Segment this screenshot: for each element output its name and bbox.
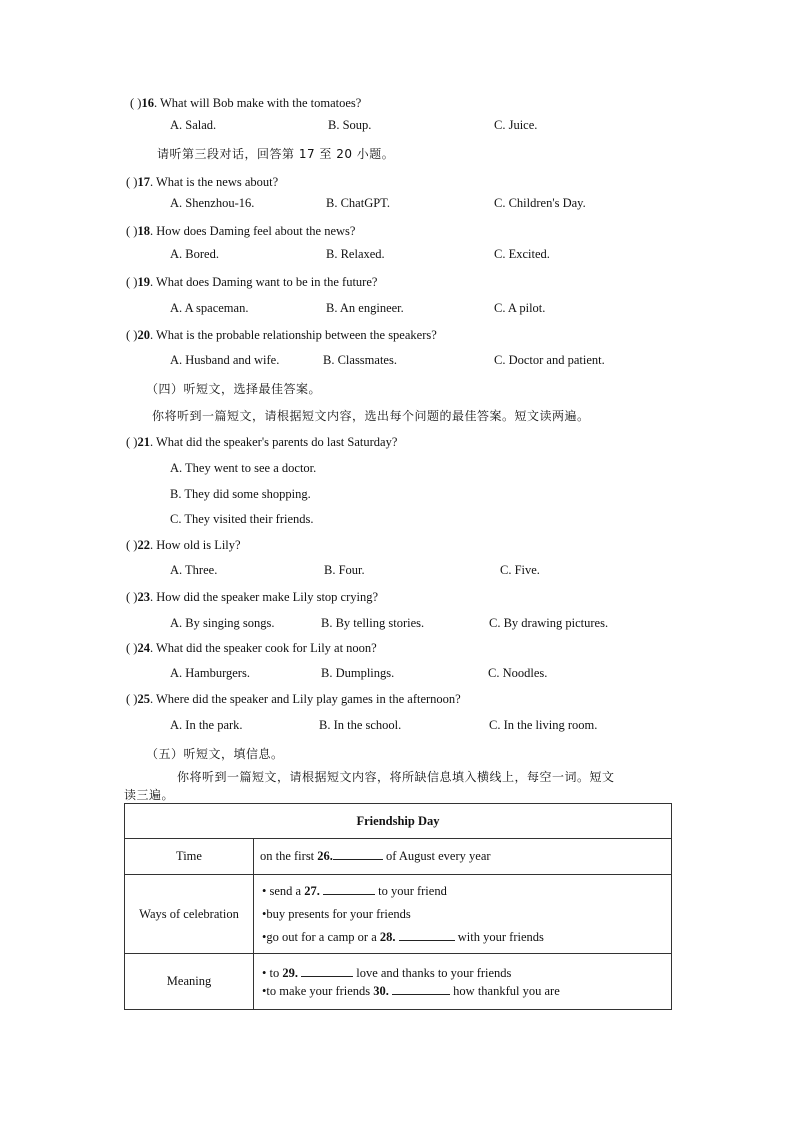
question-19 (126, 275, 377, 290)
option-c[interactable]: C. They visited their friends. (170, 512, 314, 526)
question-21 (126, 435, 397, 450)
option-b[interactable]: B. ChatGPT. (326, 196, 391, 210)
section-5-title: （五）听短文，填信息。 (146, 747, 284, 761)
blank-28[interactable] (399, 930, 455, 941)
option-a[interactable]: A. Salad. (170, 118, 217, 132)
answer-paren[interactable]: ( ) (126, 538, 138, 552)
blank-26[interactable] (333, 849, 383, 860)
option-b[interactable]: B. Four. (324, 563, 365, 577)
meaning-cell (254, 954, 672, 1010)
section-4-instruction: 你将听到一篇短文，请根据短文内容，选出每个问题的最佳答案。短文读两遍。 (152, 409, 590, 423)
question-23 (126, 590, 378, 605)
option-b[interactable]: B. Soup. (328, 118, 372, 132)
option-b[interactable]: B. By telling stories. (321, 616, 425, 630)
option-a[interactable]: A. In the park. (170, 718, 243, 732)
option-b[interactable]: B. Dumplings. (321, 666, 395, 680)
question-number: 23 (137, 590, 150, 604)
question-number: 21 (137, 435, 150, 449)
blank-number-30: 30. (373, 983, 389, 998)
question-number: 24 (137, 641, 150, 655)
option-c[interactable]: C. A pilot. (494, 301, 546, 315)
table-title: Friendship Day (356, 813, 440, 828)
question-17 (126, 175, 278, 190)
instruction-section-3: 请听第三段对话，回答第 17 至 20 小题。 (157, 147, 395, 161)
option-c[interactable]: C. Excited. (494, 247, 550, 261)
answer-paren[interactable]: ( ) (126, 641, 138, 655)
answer-paren[interactable]: ( ) (126, 328, 138, 342)
option-a[interactable]: A. By singing songs. (170, 616, 275, 630)
answer-paren[interactable]: ( ) (126, 275, 138, 289)
option-a[interactable]: A. Shenzhou-16. (170, 196, 255, 210)
question-text: . How does Daming feel about the news? (149, 224, 356, 238)
section-5-instruction-line1: 你将听到一篇短文，请根据短文内容，将所缺信息填入横线上，每空一词。短文 (177, 770, 615, 784)
question-number: 25 (137, 692, 150, 706)
question-text: . What is the probable relationship between the speakers? (149, 328, 437, 342)
way-item: •buy presents for your friends (262, 906, 411, 921)
way-item: •go out for a camp or a 28. with your friends (262, 929, 544, 944)
answer-paren[interactable]: ( ) (130, 96, 142, 110)
question-number: 22 (137, 538, 150, 552)
blank-number-28: 28. (379, 929, 396, 944)
option-a[interactable]: A. A spaceman. (170, 301, 249, 315)
option-a[interactable]: A. Hamburgers. (170, 666, 250, 680)
question-text: . What is the news about? (149, 175, 279, 189)
option-c[interactable]: C. Doctor and patient. (494, 353, 605, 367)
blank-number-26: 26. (317, 849, 333, 863)
option-c[interactable]: C. Children's Day. (494, 196, 586, 210)
answer-paren[interactable]: ( ) (126, 590, 138, 604)
option-a[interactable]: A. They went to see a doctor. (170, 461, 317, 475)
time-cell: on the first 26. of August every year (254, 839, 672, 875)
blank-29[interactable] (301, 966, 353, 977)
blank-27[interactable] (323, 884, 375, 895)
option-b[interactable]: B. Classmates. (323, 353, 397, 367)
option-c[interactable]: C. Five. (500, 563, 540, 577)
ways-label: Ways of celebration (125, 875, 254, 954)
answer-paren[interactable]: ( ) (126, 435, 138, 449)
question-number: 16 (141, 96, 154, 110)
question-text: . What did the speaker cook for Lily at noon? (149, 641, 377, 655)
option-b[interactable]: B. In the school. (319, 718, 402, 732)
question-text: . How did the speaker make Lily stop crying? (149, 590, 379, 604)
section-5-instruction-line2: 读三遍。 (124, 788, 175, 802)
table-title-cell (125, 804, 672, 839)
option-c[interactable]: C. Noodles. (488, 666, 548, 680)
option-a[interactable]: A. Husband and wife. (170, 353, 280, 367)
blank-30[interactable] (392, 984, 450, 995)
question-number: 19 (137, 275, 150, 289)
option-b[interactable]: B. An engineer. (326, 301, 404, 315)
option-c[interactable]: C. In the living room. (489, 718, 598, 732)
question-22 (126, 538, 241, 553)
way-item: • send a 27. to your friend (262, 883, 447, 898)
question-number: 18 (137, 224, 150, 238)
option-b[interactable]: B. Relaxed. (326, 247, 385, 261)
blank-number-27: 27. (304, 883, 320, 898)
question-text: . How old is Lily? (149, 538, 241, 552)
ways-cell (254, 875, 672, 954)
option-b[interactable]: B. They did some shopping. (170, 487, 311, 501)
answer-paren[interactable]: ( ) (126, 175, 138, 189)
question-text: . Where did the speaker and Lily play games in the afternoon? (149, 692, 461, 706)
section-4-title: （四）听短文，选择最佳答案。 (146, 382, 322, 396)
meaning-item: • to 29. love and thanks to your friends (262, 965, 512, 980)
question-number: 17 (137, 175, 150, 189)
option-c[interactable]: C. By drawing pictures. (489, 616, 609, 630)
meaning-item: •to make your friends 30. how thankful you are (262, 983, 560, 998)
option-a[interactable]: A. Three. (170, 563, 218, 577)
answer-paren[interactable]: ( ) (126, 692, 138, 706)
friendship-day-table (124, 803, 672, 1010)
question-text: . What did the speaker's parents do last Saturday? (149, 435, 398, 449)
question-25 (126, 692, 461, 707)
option-a[interactable]: A. Bored. (170, 247, 219, 261)
question-18 (126, 224, 355, 239)
question-text: . What will Bob make with the tomatoes? (153, 96, 362, 110)
question-20 (126, 328, 437, 343)
meaning-label: Meaning (125, 954, 254, 1010)
question-number: 20 (137, 328, 150, 342)
answer-paren[interactable]: ( ) (126, 224, 138, 238)
question-16 (130, 96, 361, 111)
question-text: . What does Daming want to be in the future? (149, 275, 378, 289)
question-24 (126, 641, 377, 656)
time-label: Time (125, 839, 254, 875)
blank-number-29: 29. (282, 965, 298, 980)
option-c[interactable]: C. Juice. (494, 118, 538, 132)
